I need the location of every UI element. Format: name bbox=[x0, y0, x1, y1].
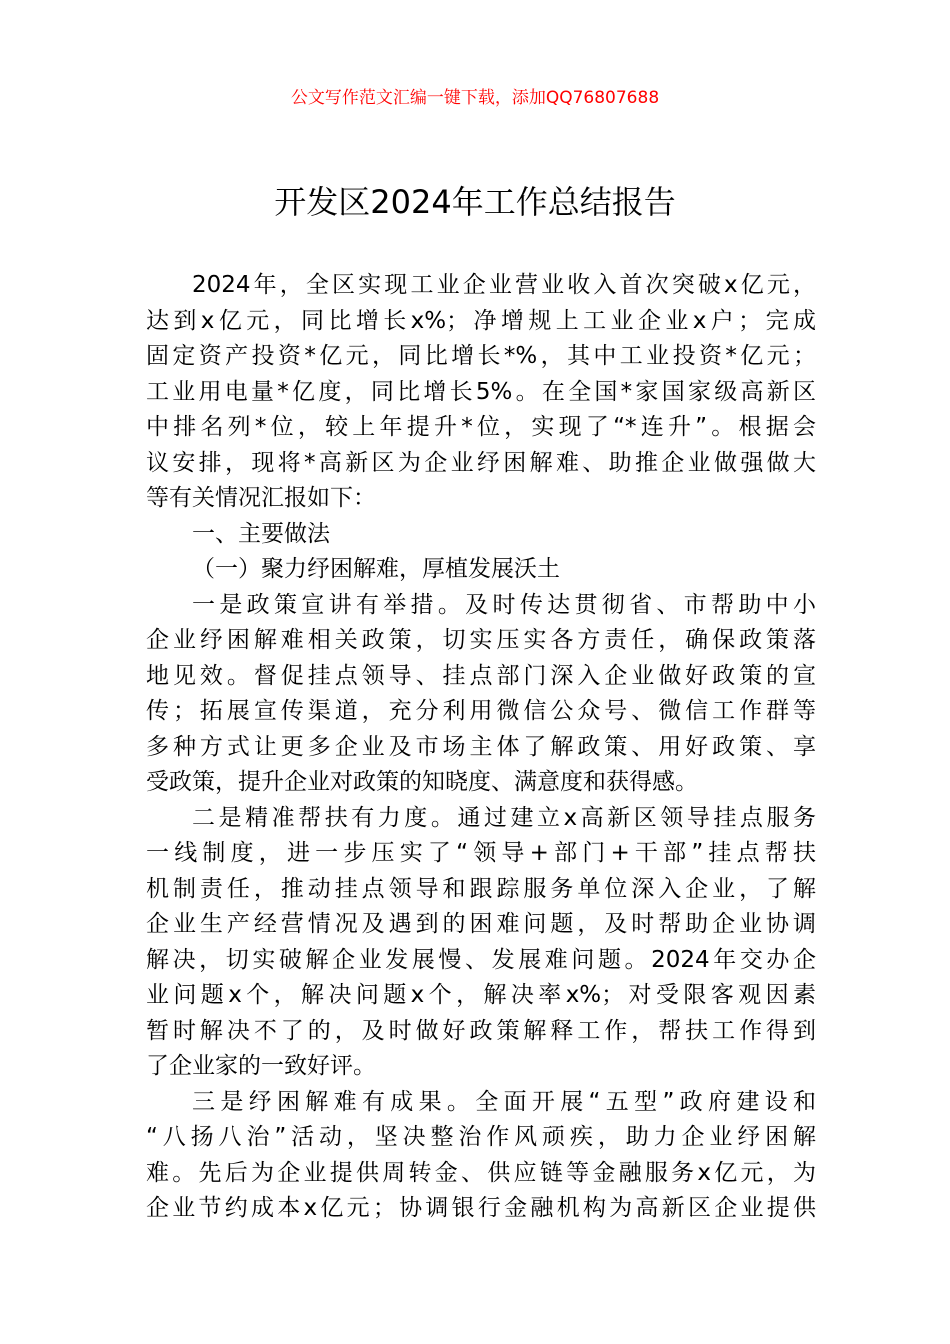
text-line: 了企业家的一致好评。 bbox=[146, 1053, 376, 1079]
text-line: 工业用电量*亿度，同比增长5%。在全国*家国家级高新区 bbox=[146, 378, 816, 405]
text-line: 固定资产投资*亿元，同比增长*%，其中工业投资*亿元； bbox=[146, 343, 816, 369]
text-line: 三是纾困解难有成果。全面开展“五型”政府建设和 bbox=[192, 1088, 816, 1115]
header-note: 公文写作范文汇编一键下载，添加QQ76807688 bbox=[290, 88, 660, 108]
text-line: 中排名列*位，较上年提升*位，实现了“*连升”。根据会 bbox=[146, 414, 816, 440]
text-line: 企业节约成本x亿元；协调银行金融机构为高新区企业提供 bbox=[146, 1195, 816, 1221]
text-line: 一是政策宣讲有举措。及时传达贯彻省、市帮助中小 bbox=[192, 591, 816, 618]
text-line: “八扬八治”活动，坚决整治作风顽疾，助力企业纾困解 bbox=[146, 1124, 816, 1150]
text-line: 等有关情况汇报如下： bbox=[146, 485, 376, 511]
text-line: 地见效。督促挂点领导、挂点部门深入企业做好政策的宣 bbox=[146, 662, 816, 689]
paragraph-intro bbox=[146, 268, 816, 517]
text-line: 解决，切实破解企业发展慢、发展难问题。2024年交办企 bbox=[146, 946, 816, 973]
paragraph-policy-promotion bbox=[146, 588, 816, 801]
text-line: 2024年，全区实现工业企业营业收入首次突破x亿元， bbox=[192, 272, 816, 298]
text-line: （一）聚力纾困解难，厚植发展沃土 bbox=[192, 556, 560, 582]
text-line: 一、主要做法 bbox=[192, 520, 330, 547]
text-line: 达到x亿元，同比增长x%；净增规上工业企业x户；完成 bbox=[146, 307, 816, 334]
text-line: 多种方式让更多企业及市场主体了解政策、用好政策、享 bbox=[146, 733, 816, 760]
text-line: 企业生产经营情况及遇到的困难问题，及时帮助企业协调 bbox=[146, 911, 816, 937]
text-line: 传；拓展宣传渠道，充分利用微信公众号、微信工作群等 bbox=[146, 698, 816, 724]
text-line: 机制责任，推动挂点领导和跟踪服务单位深入企业，了解 bbox=[146, 875, 816, 902]
text-line: 业问题x个，解决问题x个，解决率x%；对受限客观因素 bbox=[146, 982, 816, 1008]
text-line: 企业纾困解难相关政策，切实压实各方责任，确保政策落 bbox=[146, 627, 816, 653]
text-line: 议安排，现将*高新区为企业纾困解难、助推企业做强做大 bbox=[146, 449, 816, 476]
document-body bbox=[146, 268, 816, 1227]
text-line: 一线制度，进一步压实了“领导+部门+干部”挂点帮扶 bbox=[146, 840, 816, 866]
subsection-heading-relief bbox=[146, 552, 816, 588]
section-heading-main-practices bbox=[146, 517, 816, 553]
paragraph-relief-results bbox=[146, 1085, 816, 1227]
text-line: 难。先后为企业提供周转金、供应链等金融服务x亿元，为 bbox=[146, 1159, 816, 1186]
text-line: 二是精准帮扶有力度。通过建立x高新区领导挂点服务 bbox=[192, 804, 816, 831]
text-line: 受政策，提升企业对政策的知晓度、满意度和获得感。 bbox=[146, 769, 698, 795]
text-line: 暂时解决不了的，及时做好政策解释工作，帮扶工作得到 bbox=[146, 1017, 816, 1044]
document-title: 开发区2024年工作总结报告 bbox=[274, 183, 676, 221]
paragraph-targeted-assistance bbox=[146, 801, 816, 1085]
